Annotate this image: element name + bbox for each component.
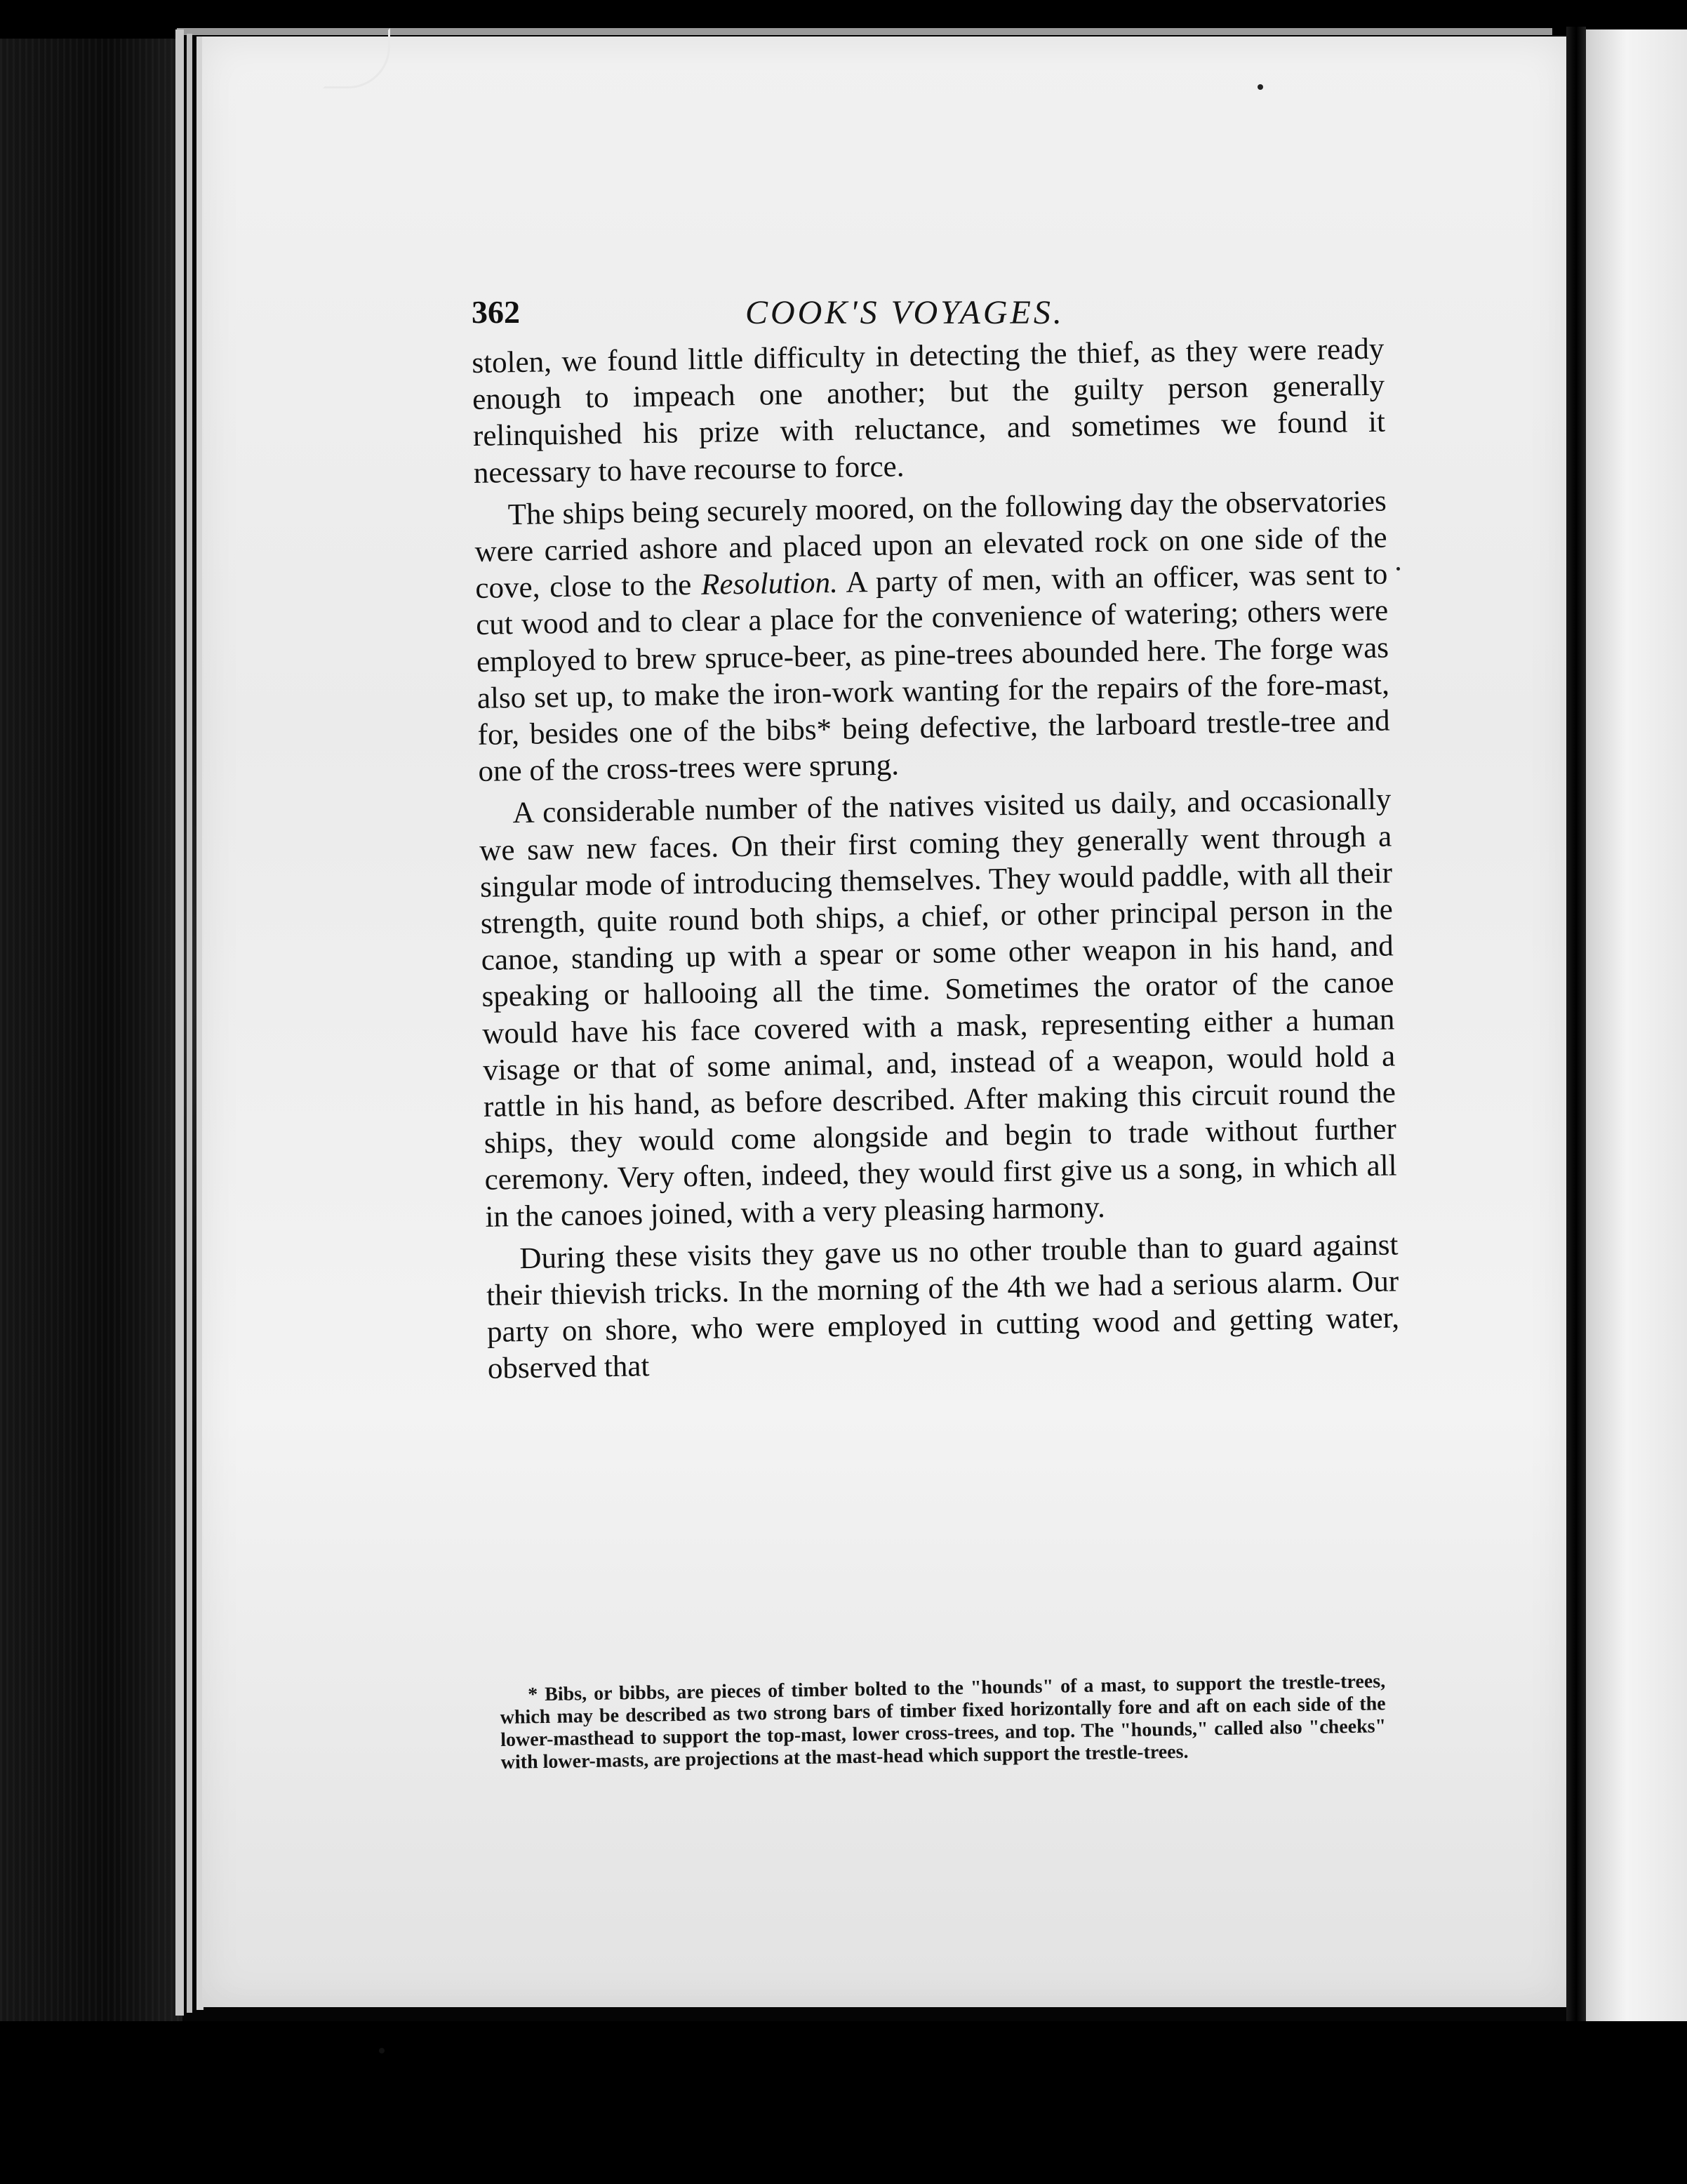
paragraph-text: A party of men, with an officer, was sent to cut wood and to clear a place for the convenience of watering; others were employed to brew spruce-beer, as pine-trees abounded here. The forge was also set up, to make the iron-work wanting for the repairs of the fore-mast, for, besides one of the bibs* being defective, the larboard trestle-tree and one of the cross-trees were sprung.	[475, 557, 1390, 789]
book-gutter	[1566, 27, 1586, 2034]
dust-speck	[379, 2048, 385, 2053]
ship-name-italic: Resolution.	[700, 566, 839, 602]
paragraph: stolen, we found little difficulty in detecting the thief, as they were ready enough to impeach one another; but the guilty person generally relinquished his prize with reluctance, and sometimes we found it necessary to have recourse to force.	[472, 332, 1386, 490]
paragraph-text: The ships being securely moored, on the following day the observatories were carried ashore and placed upon an elevated rock on one side of the cove, close to the	[474, 484, 1387, 606]
page-number: 362	[472, 294, 520, 330]
running-title: COOK'S VOYAGES.	[745, 294, 1065, 331]
body-text	[472, 331, 1400, 1394]
dark-left-margin	[0, 0, 182, 2184]
footnote	[500, 1670, 1387, 1774]
footnote-text: * Bibs, or bibbs, are pieces of timber bolted to the "hounds" of a mast, to support the trestle-trees, which may be described as two strong bars of timber fixed horizontally fore and aft on each side of the lower-masthead to support the top-mast, lower cross-trees, and top. The "hounds," called also "cheeks" with lower-masts, are projections at the mast-head which support the trestle-trees.	[500, 1670, 1387, 1773]
dust-speck	[1258, 84, 1263, 90]
page-stack-edge	[187, 34, 192, 2013]
paragraph	[474, 483, 1390, 790]
paragraph: During these visits they gave us no other trouble than to guard against their thievish tricks. In the morning of the 4th we had a serious alarm. Our party on shore, who were employed in cutting wood and getting water, observed that	[486, 1228, 1400, 1386]
dust-speck	[1396, 567, 1400, 571]
page-stack-edge	[175, 29, 184, 2016]
facing-page-edge	[1586, 29, 1687, 2030]
paragraph: A considerable number of the natives visited us daily, and occasionally we saw new faces. On their first coming they generally went through a singular mode of introducing themselves. They would paddle, with all their strength, quite round both ships, a chief, or other principal person in the canoe, standing up with a spear or some other weapon in his hand, and speaking or hallooing all the time. Sometimes the orator of the canoe would have his face covered with a mask, representing either a human visage or that of some animal, and, instead of a weapon, would hold a rattle in his hand, as before described. After making this circuit round the ships, they would come alongside and begin to trade without further ceremony. Very often, indeed, they would first give us a song, in which all in the canoes joined, with a very pleasing harmony.	[479, 783, 1397, 1234]
bottom-black-band	[0, 2021, 1687, 2184]
